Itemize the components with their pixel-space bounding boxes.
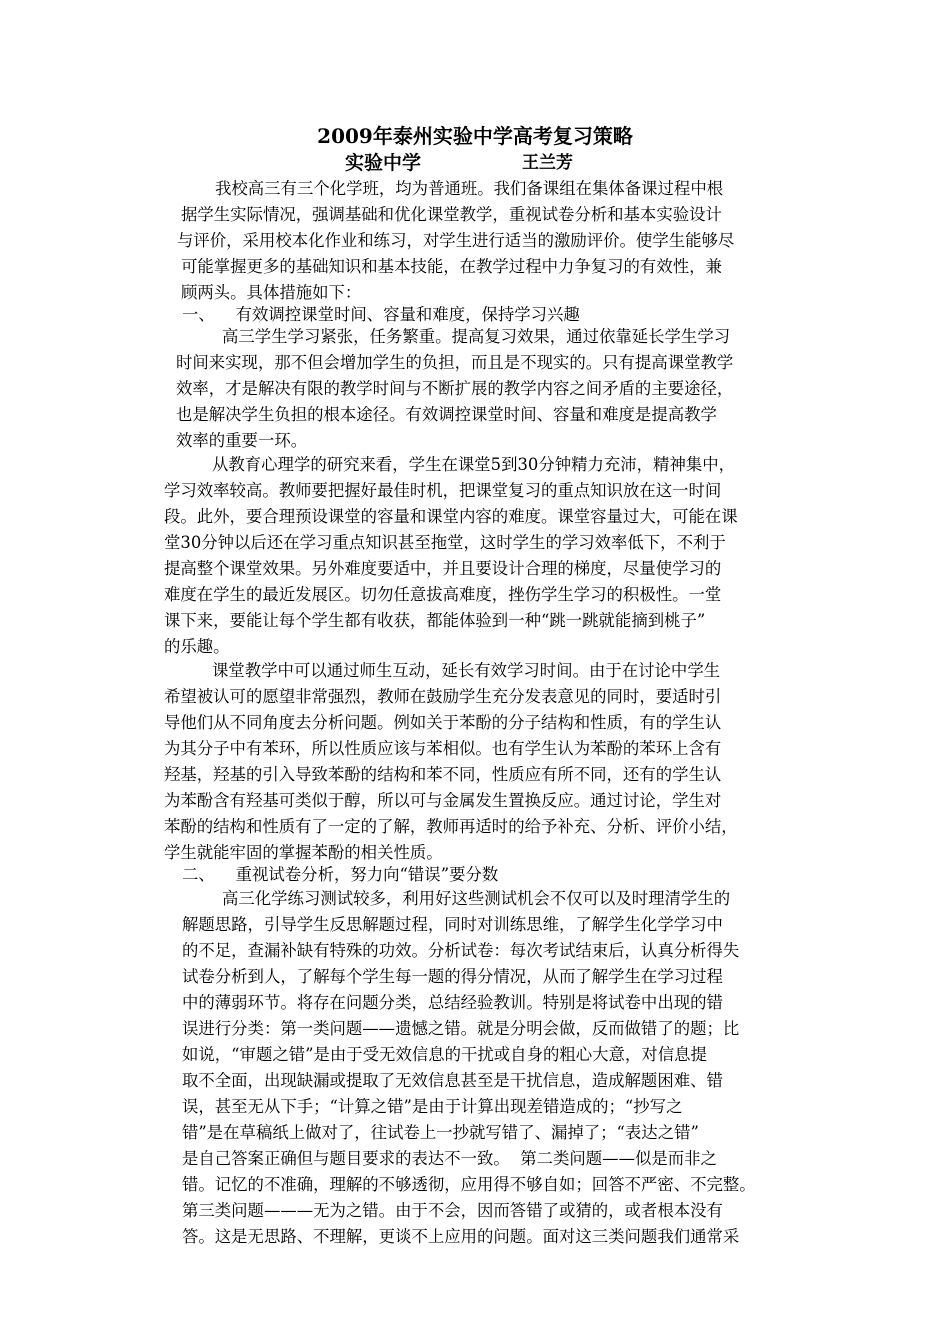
text-line: 如说，“审题之错”是由于受无效信息的干扰或自身的粗心大意，对信息提 (182, 1045, 707, 1064)
text-line: 也是解决学生负担的根本途径。有效调控课堂时间、容量和难度是提高教学 (176, 405, 717, 424)
text-line: 的乐趣。 (164, 637, 230, 656)
text-line: 第三类问题———无为之错。由于不会，因而答错了或猜的，或者根本没有 (182, 1201, 723, 1220)
text-line: 导他们从不同角度去分析问题。例如关于苯酚的分子结构和性质，有的学生认 (164, 713, 722, 732)
text-line: 为其分子中有苯环，所以性质应该与苯相似。也有学生认为苯酚的苯环上含有 (164, 739, 722, 758)
school-name: 实验中学 (345, 152, 422, 174)
text-line: 是自己答案正确但与题目要求的表达不一致。 第二类问题——似是而非之 (182, 1149, 717, 1168)
document-title: 2009年泰州实验中学高考复习策略 (317, 124, 633, 148)
text-line: 羟基，羟基的引入导致苯酚的结构和苯不同，性质应有所不同，还有的学生认 (164, 765, 722, 784)
text-line: 学习效率较高。教师要把握好最佳时机，把课堂复习的重点知识放在这一时间 (164, 481, 722, 500)
text-line: 效率，才是解决有限的教学时间与不断扩展的教学内容之间矛盾的主要途径， (176, 379, 734, 398)
text-line: 时间来实现，那不但会增加学生的负担，而且是不现实的。只有提高课堂教学 (176, 353, 734, 372)
text-line: 试卷分析到人，了解每个学生每一题的得分情况，从而了解学生在学习过程 (182, 967, 723, 986)
text-line: 为苯酚含有羟基可类似于醇，所以可与金属发生置换反应。通过讨论，学生对 (164, 791, 722, 810)
text-line: 解题思路，引导学生反思解题过程，同时对训练思维，了解学生化学学习中 (182, 915, 723, 934)
text-line: 误，甚至无从下手；“计算之错”是由于计算出现差错造成的；“抄写之 (182, 1097, 683, 1116)
text-line: 难度在学生的最近发展区。切勿任意拔高难度，挫伤学生学习的积极性。一堂 (164, 585, 722, 604)
text-line: 中的薄弱环节。将存在问题分类，总结经验教训。特别是将试卷中出现的错 (182, 993, 723, 1012)
text-line: 学生就能牢固的掌握苯酚的相关性质。 (164, 843, 443, 862)
text-line: 从教育心理学的研究来看，学生在课堂5到30分钟精力充沛，精神集中， (212, 455, 736, 474)
author-name: 王兰芳 (522, 153, 573, 173)
text-line: 提高整个课堂效果。另外难度要适中，并且要设计合理的梯度，尽量使学习的 (164, 559, 722, 578)
text-line: 误进行分类：第一类问题——遗憾之错。就是分明会做，反而做错了的题；比 (182, 1019, 740, 1038)
text-line: 错”是在草稿纸上做对了，往试卷上一抄就写错了、漏掉了；“表达之错” (182, 1123, 699, 1142)
text-line: 错。记忆的不准确，理解的不够透彻，应用得不够自如；回答不严密、不完整。 (182, 1175, 756, 1194)
text-line: 课下来，要能让每个学生都有收获，都能体验到一种“跳一跳就能摘到桃子” (164, 611, 706, 630)
text-line: 一、 有效调控课堂时间、容量和难度，保持学习兴趣 (182, 305, 580, 324)
text-line: 段。此外，要合理预设课堂的容量和课堂内容的难度。课堂容量过大，可能在课 (164, 507, 738, 526)
text-line: 与评价，采用校本化作业和练习，对学生进行适当的激励评价。使学生能够尽 (177, 231, 735, 250)
text-line: 二、 重视试卷分析，努力向“错误”要分数 (182, 865, 499, 884)
text-line: 答。这是无思路、不理解，更谈不上应用的问题。面对这三类问题我们通常采 (182, 1227, 740, 1246)
text-line: 可能掌握更多的基础知识和基本技能，在教学过程中力争复习的有效性，兼 (181, 257, 722, 276)
text-line: 苯酚的结构和性质有了一定的了解，教师再适时的给予补充、分析、评价小结， (164, 817, 738, 836)
text-line: 我校高三有三个化学班，均为普通班。我们备课组在集体备课过程中根 (215, 179, 724, 198)
text-line: 高三化学练习测试较多，利用好这些测试机会不仅可以及时理清学生的 (222, 889, 731, 908)
text-line: 希望被认可的愿望非常强烈，教师在鼓励学生充分发表意见的同时，要适时引 (164, 687, 722, 706)
text-line: 顾两头。具体措施如下： (181, 283, 362, 302)
text-line: 课堂教学中可以通过师生互动，延长有效学习时间。由于在讨论中学生 (212, 661, 721, 680)
text-line: 效率的重要一环。 (176, 431, 308, 450)
text-line: 取不全面，出现缺漏或提取了无效信息甚至是干扰信息，造成解题困难、错 (182, 1071, 723, 1090)
text-line: 高三学生学习紧张，任务繁重。提高复习效果，通过依靠延长学生学习 (222, 327, 731, 346)
text-line: 的不足，查漏补缺有特殊的功效。分析试卷：每次考试结束后，认真分析得失 (182, 941, 740, 960)
text-line: 据学生实际情况，强调基础和优化课堂教学，重视试卷分析和基本实验设计 (181, 205, 722, 224)
text-line: 堂30分钟以后还在学习重点知识甚至拖堂，这时学生的学习效率低下，不利于 (164, 533, 726, 552)
